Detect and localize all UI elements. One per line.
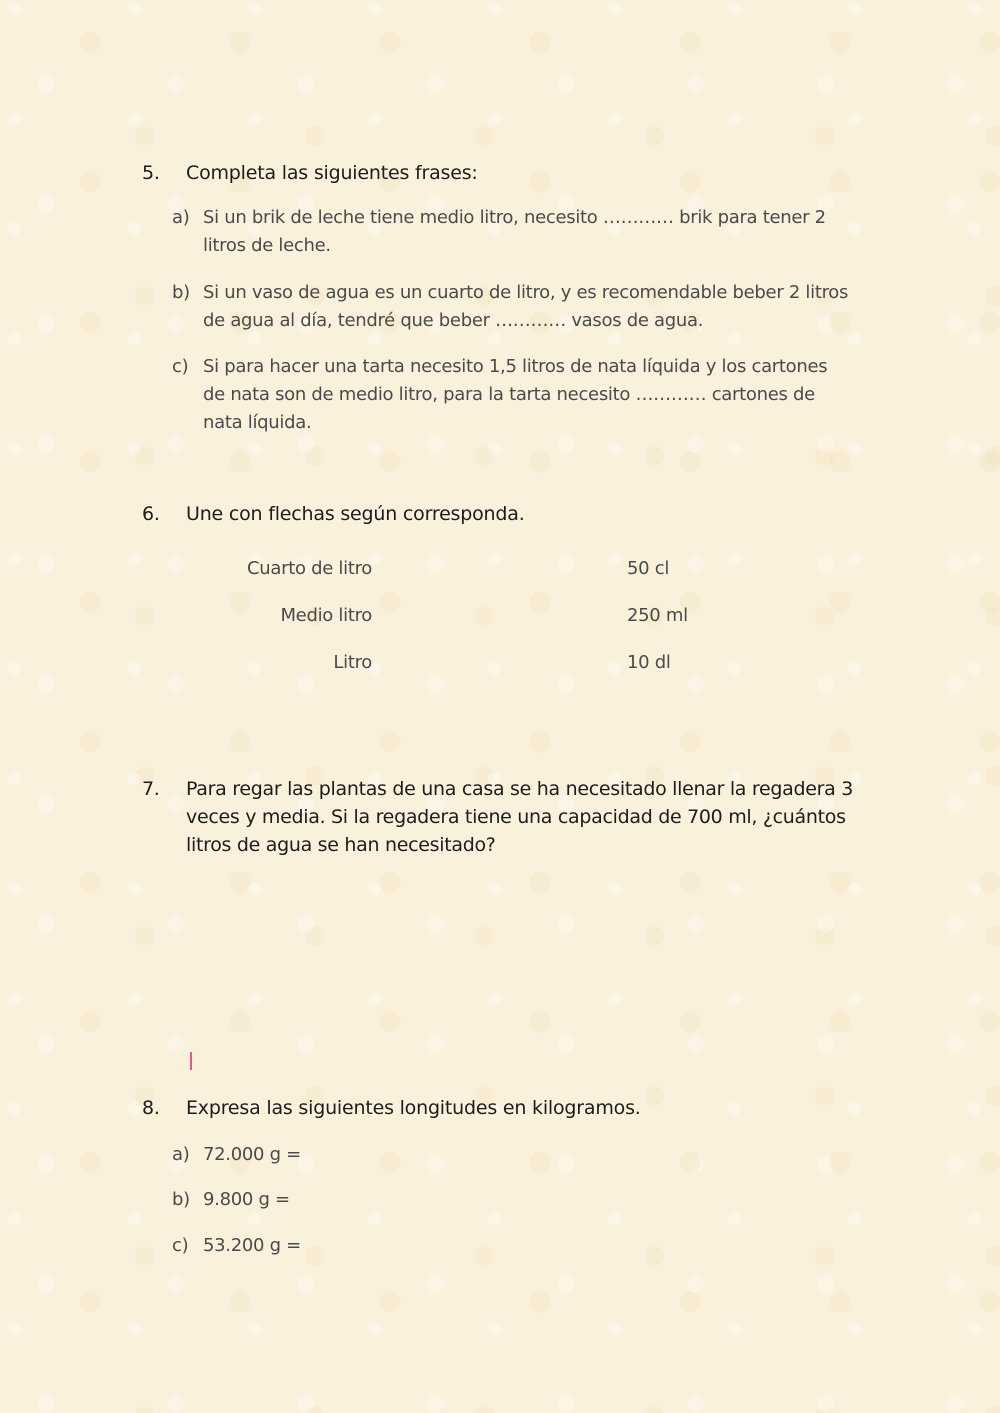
match-right-item[interactable]: 50 cl xyxy=(627,558,670,579)
item-letter: c) xyxy=(172,1235,189,1256)
item-text: Si un brik de leche tiene medio litro, necesito ………… brik para tener 2 litros de leche. xyxy=(203,207,826,256)
question-5-number: 5. xyxy=(142,162,160,184)
item-letter: a) xyxy=(172,207,190,228)
text-cursor xyxy=(190,1052,192,1070)
question-8-heading xyxy=(142,1097,641,1119)
question-7-text: Para regar las plantas de una casa se ha necesitado llenar la regadera 3 veces y media. Si la regadera tiene una capacidad de 700 ml, ¿cuántos litros de agua se han necesitado? xyxy=(186,778,854,856)
item-letter: b) xyxy=(172,1189,190,1210)
question-8-item-b xyxy=(172,1186,852,1214)
match-right-item[interactable]: 10 dl xyxy=(627,652,671,673)
match-left-item[interactable]: Litro xyxy=(333,652,372,673)
item-text: Si para hacer una tarta necesito 1,5 litros de nata líquida y los cartones de nata son de medio litro, para la tarta necesito ………… cartones de nata líquida. xyxy=(203,356,828,433)
question-6-title: Une con flechas según corresponda. xyxy=(186,503,525,525)
question-7 xyxy=(142,775,862,859)
question-5-item-a xyxy=(172,204,852,260)
item-letter: c) xyxy=(172,356,189,377)
item-text: 72.000 g = xyxy=(203,1144,301,1165)
question-5-heading xyxy=(142,162,478,184)
question-5-item-c xyxy=(172,353,852,437)
question-6-heading xyxy=(142,503,525,525)
question-8-title: Expresa las siguientes longitudes en kilogramos. xyxy=(186,1097,641,1119)
item-text: 53.200 g = xyxy=(203,1235,301,1256)
item-text: Si un vaso de agua es un cuarto de litro, y es recomendable beber 2 litros de agua al día, tendré que beber ………… vasos de agua. xyxy=(203,282,849,331)
match-left-item[interactable]: Medio litro xyxy=(280,605,372,626)
question-5-title: Completa las siguientes frases: xyxy=(186,162,478,184)
item-letter: a) xyxy=(172,1144,190,1165)
item-letter: b) xyxy=(172,282,190,303)
question-7-number: 7. xyxy=(142,778,160,800)
question-8-item-c xyxy=(172,1232,852,1260)
question-8-number: 8. xyxy=(142,1097,160,1119)
match-right-item[interactable]: 250 ml xyxy=(627,605,688,626)
question-5-item-b xyxy=(172,279,852,335)
question-8-item-a xyxy=(172,1141,852,1169)
question-6-number: 6. xyxy=(142,503,160,525)
item-text: 9.800 g = xyxy=(203,1189,290,1210)
match-left-item[interactable]: Cuarto de litro xyxy=(247,558,372,579)
